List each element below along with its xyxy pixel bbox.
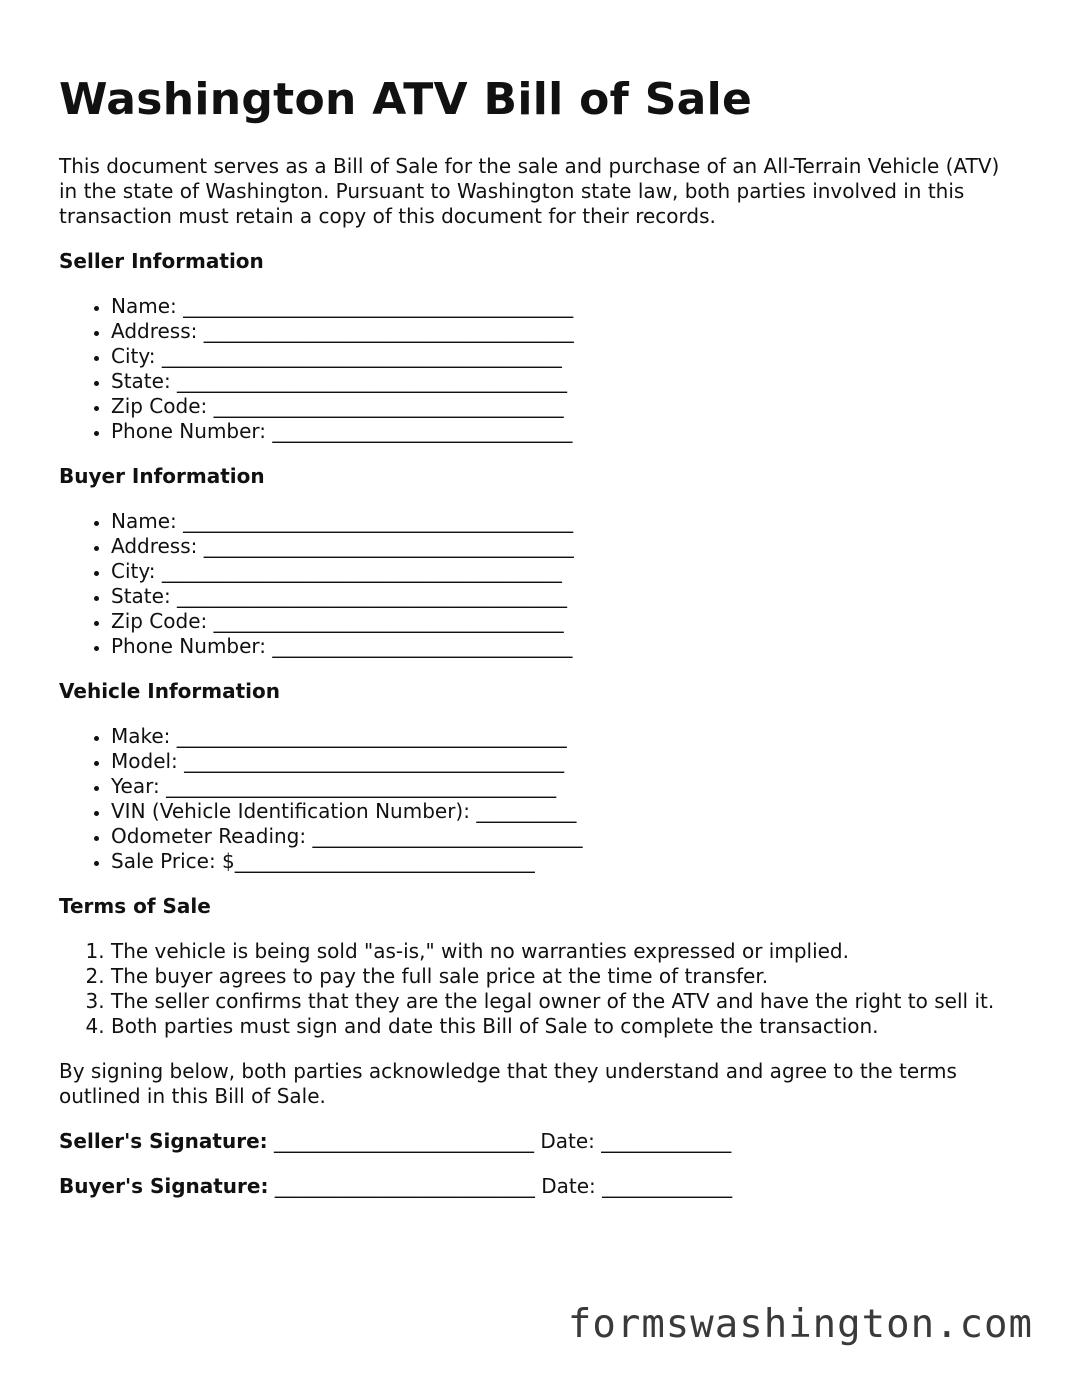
seller-heading: Seller Information [59, 249, 264, 273]
buyer-state-field: • State: _______________________________________ [111, 584, 1019, 609]
term-item: 1. The vehicle is being sold "as-is," with no warranties expressed or implied. [111, 939, 1019, 964]
vehicle-vin-field: • VIN (Vehicle Identification Number): __________ [111, 799, 1019, 824]
seller-zip-field: • Zip Code: ___________________________________ [111, 394, 1019, 419]
buyer-phone-field: • Phone Number: ______________________________ [111, 634, 1019, 659]
seller-phone-field: • Phone Number: ______________________________ [111, 419, 1019, 444]
vehicle-make-field: • Make: _______________________________________ [111, 724, 1019, 749]
buyer-date-field: Date: _____________ [541, 1174, 733, 1198]
vehicle-odometer-field: • Odometer Reading: ___________________________ [111, 824, 1019, 849]
site-watermark: formswashington.com [567, 1302, 1033, 1347]
buyer-zip-field: • Zip Code: ___________________________________ [111, 609, 1019, 634]
seller-city-field: • City: ________________________________________ [111, 344, 1019, 369]
term-item: 2. The buyer agrees to pay the full sale price at the time of transfer. [111, 964, 1019, 989]
seller-fields-list [59, 294, 1019, 444]
seller-signature-line: __________________________ [274, 1129, 534, 1153]
intro-paragraph: This document serves as a Bill of Sale for the sale and purchase of an All-Terrain Vehicle (ATV) in the state of Washington. Pursuant to Washington state law, both parties involved in this transaction must retain a copy of this document for their records. [59, 154, 1000, 228]
buyer-signature-label: Buyer's Signature: [59, 1174, 269, 1198]
terms-heading: Terms of Sale [59, 894, 211, 918]
page-title: Washington ATV Bill of Sale [59, 74, 753, 125]
buyer-fields-list [59, 509, 1019, 659]
vehicle-heading: Vehicle Information [59, 679, 280, 703]
seller-signature-row [59, 1129, 1019, 1154]
seller-address-field: • Address: _____________________________________ [111, 319, 1019, 344]
buyer-signature-line: __________________________ [274, 1174, 535, 1198]
vehicle-fields-list [59, 724, 1019, 874]
vehicle-price-field: • Sale Price: $______________________________ [111, 849, 1019, 874]
buyer-signature-row [59, 1174, 1019, 1199]
vehicle-model-field: • Model: ______________________________________ [111, 749, 1019, 774]
buyer-heading: Buyer Information [59, 464, 265, 488]
buyer-name-field: • Name: _______________________________________ [111, 509, 1019, 534]
document-page [59, 0, 1019, 1199]
terms-list [59, 939, 1019, 1039]
term-item: 4. Both parties must sign and date this Bill of Sale to complete the transaction. [111, 1014, 1019, 1039]
term-item: 3. The seller confirms that they are the legal owner of the ATV and have the right to sell it. [111, 989, 1019, 1014]
buyer-city-field: • City: ________________________________________ [111, 559, 1019, 584]
buyer-address-field: • Address: _____________________________________ [111, 534, 1019, 559]
seller-signature-label: Seller's Signature: [59, 1129, 268, 1153]
acknowledgement-paragraph: By signing below, both parties acknowledge that they understand and agree to the terms outlined in this Bill of Sale. [59, 1059, 957, 1108]
vehicle-year-field: • Year: _______________________________________ [111, 774, 1019, 799]
seller-date-field: Date: _____________ [540, 1129, 732, 1153]
seller-name-field: • Name: _______________________________________ [111, 294, 1019, 319]
seller-state-field: • State: _______________________________________ [111, 369, 1019, 394]
